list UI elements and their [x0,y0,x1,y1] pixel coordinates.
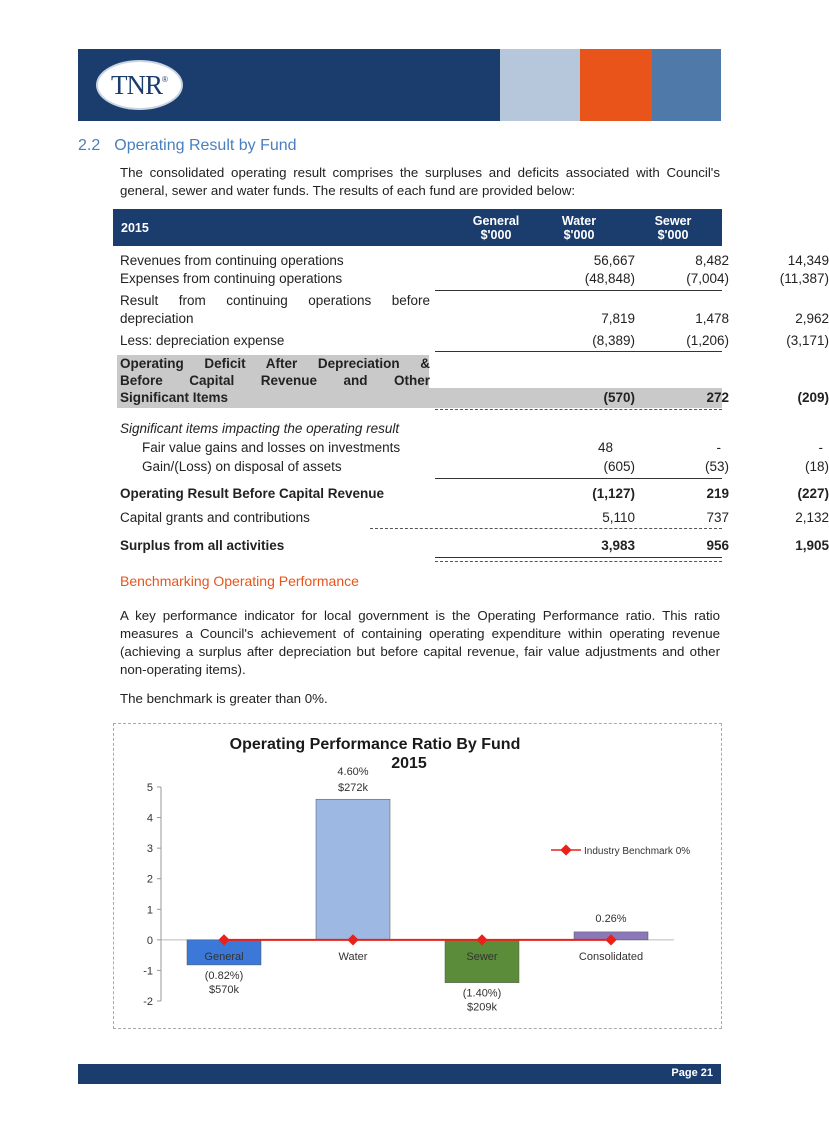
data-label-pct: 0.26% [595,912,627,925]
category-label: Sewer [466,950,498,963]
value-sewer: (227) [797,486,829,501]
legend-label: Industry Benchmark 0% [584,846,691,857]
value-sewer: (209) [797,390,829,405]
section-number: 2.2 [78,137,101,154]
col-water-unit: $'000 [563,228,595,242]
row-label-line1: Result from continuing operations before [120,293,430,308]
rule [435,478,722,479]
row-label: Significant items impacting the operating result [120,421,400,436]
col-general-unit: $'000 [480,228,512,242]
benchmark-para1: A key performance indicator for local government is the Operating Performance ratio. This ratio measures a Council's achievement of containing operating expenditure within operating revenue (achieving a surplus after depreciation but before capital revenue, fair value adjustments and other non-operating items). [120,608,720,677]
rule [435,557,722,558]
bar-water [316,799,390,940]
col-general [461,214,531,242]
value-water: 1,478 [695,311,729,326]
data-label-amount: $570k [209,983,239,996]
header-light-block [500,49,580,121]
value-sewer: (18) [804,459,829,474]
value-water: 737 [706,510,729,525]
y-tick-label: -2 [143,996,153,1008]
y-tick-label: 1 [146,904,153,917]
value-water: (7,004) [686,271,729,286]
row-label: Surplus from all activities [120,538,285,553]
legend-marker [560,844,571,855]
data-label-amount: $272k [338,782,368,795]
header-orange-block [580,49,652,121]
value-sewer: (11,387) [779,271,829,286]
value-general: 3,983 [601,538,635,553]
value-water: (1,206) [686,333,729,348]
footer-band [78,1064,721,1084]
rule [435,290,722,291]
value-water: 219 [706,486,729,501]
value-water: 956 [706,538,729,553]
row-label: Less: depreciation expense [120,333,285,348]
y-tick-label: 2 [146,873,153,886]
value-general: 7,819 [601,311,635,326]
row-label: Capital grants and contributions [120,510,310,525]
data-label-pct: (1.40%) [462,987,502,1000]
row-label: Revenues from continuing operations [120,253,344,268]
row-label: Gain/(Loss) on disposal of assets [142,459,342,474]
header-navy-block [78,49,500,121]
value-sewer: 2,132 [795,510,829,525]
y-tick-label: 0 [146,934,153,947]
chart-legend [551,844,690,857]
value-general: (1,127) [592,486,635,501]
category-label: Water [338,950,368,963]
header-blue-block [652,49,721,121]
col-sewer-unit: $'000 [657,228,689,242]
dashed-rule [370,528,722,529]
row-label: Operating Result Before Capital Revenue [120,486,385,501]
tnr-logo [96,60,183,110]
rule [435,351,722,352]
benchmark-title: Benchmarking Operating Performance [120,573,359,589]
row-label-line3: Significant Items [120,390,229,405]
section-intro: The consolidated operating result comprises the surpluses and deficits associated with Council's general, sewer and water funds. The results of each fund are provided below: [120,165,720,198]
row-label-line2: Before Capital Revenue and Other [120,373,430,388]
col-water [544,214,614,242]
value-sewer: 2,962 [795,311,829,326]
category-label: Consolidated [578,950,644,963]
operating-performance-chart [114,724,721,1028]
chart-subtitle: 2015 [391,755,427,772]
col-sewer-name: Sewer [654,214,692,228]
value-sewer: (3,171) [786,333,829,348]
col-water-name: Water [561,214,597,228]
row-label: Expenses from continuing operations [120,271,343,286]
value-general: 56,667 [593,253,635,268]
benchmark-series [218,934,616,945]
col-sewer [638,214,708,242]
value-general: (8,389) [592,333,635,348]
value-general: 5,110 [602,510,635,525]
section-title-text: Operating Result by Fund [114,137,297,154]
value-sewer: - [818,440,823,455]
data-labels [204,766,643,1013]
value-general: 48 [597,440,613,455]
value-general: (48,848) [584,271,635,286]
y-tick-label: 3 [146,843,153,856]
category-label: General [204,950,244,963]
section-title [78,137,297,155]
chart-frame [113,723,722,1029]
logo-text: TNR [111,69,163,100]
data-label-pct: (0.82%) [204,969,244,982]
y-tick-label: -1 [143,965,153,978]
table-year: 2015 [121,221,149,235]
chart-title: Operating Performance Ratio By Fund [229,736,521,753]
data-label-amount: $209k [467,1001,497,1014]
page-number: Page 21 [671,1067,713,1079]
value-sewer: 14,349 [787,253,829,268]
value-water: (53) [704,459,729,474]
y-tick-label: 4 [146,812,153,825]
dashed-rule [435,561,722,562]
dashed-rule [435,409,722,410]
value-water: 272 [706,390,729,405]
row-label: Fair value gains and losses on investments [142,440,401,455]
value-water: - [716,440,721,455]
value-water: 8,482 [695,253,729,268]
y-tick-label: 5 [146,782,153,794]
value-general: (570) [603,390,635,405]
value-general: (605) [603,459,635,474]
row-label-line1: Operating Deficit After Depreciation & [120,356,430,371]
table-header [113,209,722,246]
benchmark-para2: The benchmark is greater than 0%. [120,691,328,706]
value-sewer: 1,905 [795,538,829,553]
row-label-line2: depreciation [120,311,194,326]
data-label-pct: 4.60% [337,766,369,779]
col-general-name: General [472,214,520,228]
logo-registered-mark: ® [162,74,168,84]
header-band [78,49,721,121]
